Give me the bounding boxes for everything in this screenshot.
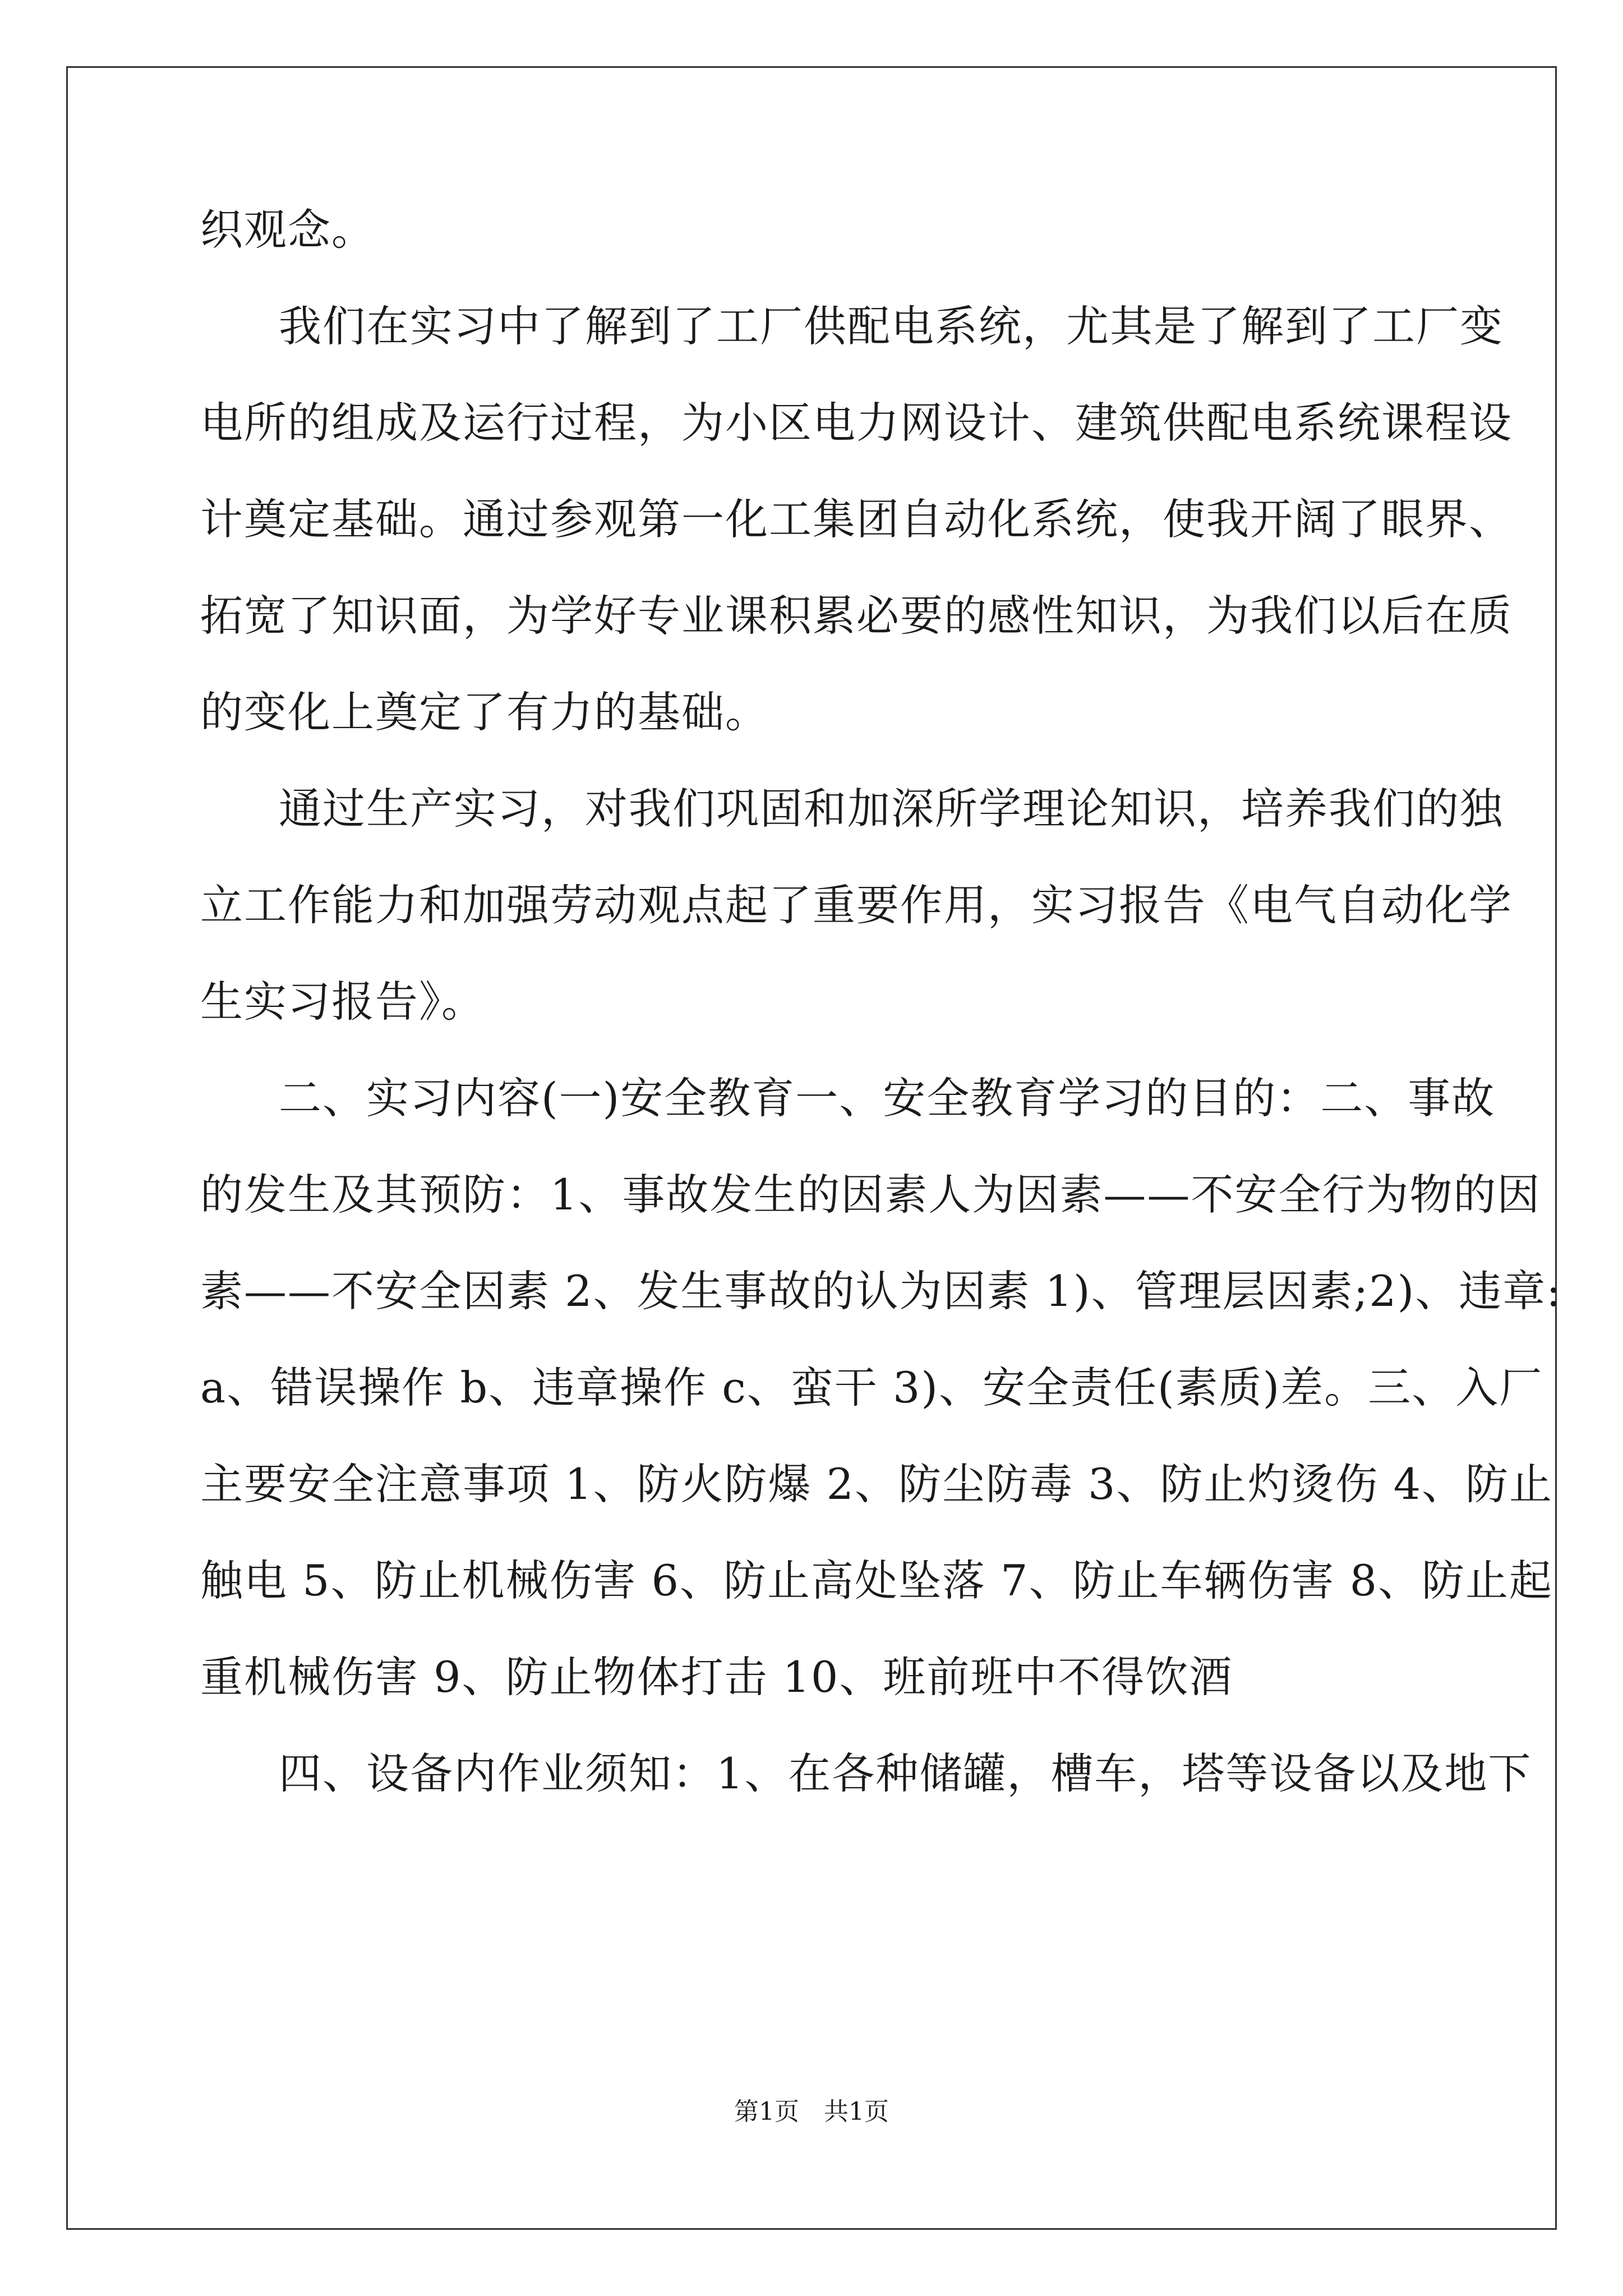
text-line: 主要安全注意事项 1、防火防爆 2、防尘防毒 3、防止灼烫伤 4、防止 (200, 1459, 1553, 1509)
paragraph-start-line: 四、设备内作业须知：1、在各种储罐，槽车，塔等设备以及地下 (279, 1749, 1532, 1798)
text-line: 生实习报告》。 (200, 977, 485, 1027)
page-footer: 第1页 共1页 (734, 2097, 889, 2126)
text-line: 织观念。 (200, 205, 375, 255)
text-line: 的变化上奠定了有力的基础。 (200, 687, 769, 737)
paragraph-start-line: 我们在实习中了解到了工厂供配电系统，尤其是了解到了工厂变 (279, 301, 1504, 351)
text-line: 拓宽了知识面，为学好专业课积累必要的感性知识，为我们以后在质 (200, 591, 1513, 641)
text-line: 的发生及其预防：1、事故发生的因素人为因素——不安全行为物的因 (200, 1170, 1541, 1220)
text-line: 立工作能力和加强劳动观点起了重要作用，实习报告《电气自动化学 (200, 880, 1513, 930)
paragraph-start-line: 二、实习内容(一)安全教育一、安全教育学习的目的：二、事故 (279, 1073, 1496, 1123)
text-line: 电所的组成及运行过程，为小区电力网设计、建筑供配电系统课程设 (200, 398, 1513, 448)
text-line: 触电 5、防止机械伤害 6、防止高处坠落 7、防止车辆伤害 8、防止起 (200, 1556, 1553, 1605)
text-line: 素——不安全因素 2、发生事故的认为因素 1)、管理层因素;2)、违章: (200, 1266, 1562, 1316)
text-line: 重机械伤害 9、防止物体打击 10、班前班中不得饮酒 (200, 1652, 1233, 1702)
page-border (66, 66, 1562, 2230)
paragraph-start-line: 通过生产实习，对我们巩固和加深所学理论知识，培养我们的独 (279, 784, 1504, 834)
text-line: a、错误操作 b、违章操作 c、蛮干 3)、安全责任(素质)差。三、入厂 (200, 1363, 1543, 1412)
text-line: 计奠定基础。通过参观第一化工集团自动化系统，使我开阔了眼界、 (200, 494, 1513, 544)
